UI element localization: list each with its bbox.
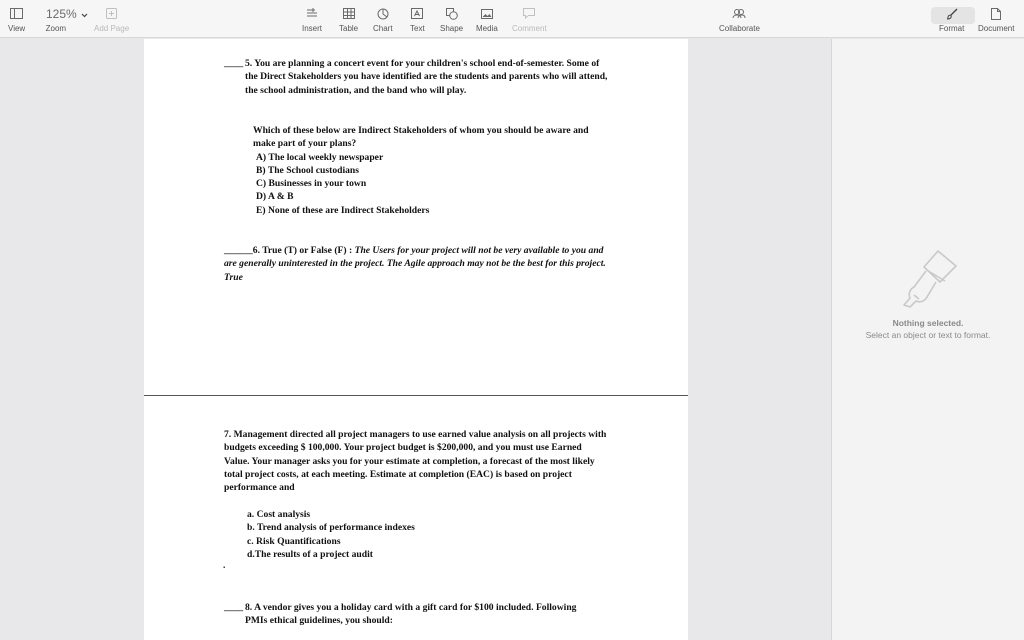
q5-option-c: C) Businesses in your town	[256, 178, 367, 189]
table-button[interactable]: Table	[339, 6, 358, 33]
paintbrush-icon	[946, 6, 958, 21]
format-sidebar	[831, 39, 1024, 640]
insert-button[interactable]: Insert	[302, 6, 322, 33]
stray-period: .	[223, 560, 226, 571]
q5-option-b: B) The School custodians	[256, 165, 359, 176]
comment-button[interactable]: Comment	[512, 6, 547, 33]
chevron-down-icon	[81, 7, 88, 21]
document-icon	[991, 6, 1001, 21]
q8-text: 8. A vendor gives you a holiday card with a gift card for $100 included. Following PMIs ethical guidelines, you should:	[245, 602, 577, 627]
sidebar-icon	[10, 6, 23, 21]
nothing-selected-hint: Select an object or text to format.	[865, 330, 991, 340]
paintbrush-illustration-icon	[900, 248, 960, 315]
media-icon	[481, 6, 493, 21]
shape-button[interactable]: Shape	[440, 6, 463, 33]
add-page-button[interactable]: Add Page	[94, 6, 129, 33]
q7-text: 7. Management directed all project managers to use earned value analysis on all projects with budgets exceeding $ 100,000. Your project budget is $200,000, and you must use Earned Value. Your manager asks you for your estimate at completion, a forecast of the most likely total project costs, at each meeting. Estimate at completion (EAC) is based on project performance and	[224, 429, 607, 494]
nothing-selected-title: Nothing selected.	[892, 318, 964, 328]
document-page-1[interactable]	[144, 39, 688, 396]
q7-option-c: c. Risk Quantifications	[247, 536, 341, 547]
text-button[interactable]: Text	[410, 6, 425, 33]
collaborate-icon	[732, 6, 746, 21]
q7-option-b: b. Trend analysis of performance indexes	[247, 522, 415, 533]
table-icon	[343, 6, 355, 21]
document-button[interactable]: Document	[978, 6, 1014, 33]
q5-option-e: E) None of these are Indirect Stakeholders	[256, 205, 430, 216]
zoom-control[interactable]: 125% Zoom	[46, 6, 88, 33]
q5-intro: 5. You are planning a concert event for your children's school end-of-semester. Some of the Direct Stakeholders you have identified are the students and parents who will attend, the school administration, and the band who will play.	[245, 58, 608, 96]
media-button[interactable]: Media	[476, 6, 498, 33]
q7-option-a: a. Cost analysis	[247, 509, 311, 520]
q5-option-d: D) A & B	[256, 191, 294, 202]
view-button[interactable]: View	[8, 6, 25, 33]
q5-answer-blank[interactable]: ____	[224, 58, 244, 69]
text-box-icon	[411, 6, 423, 21]
insert-icon	[306, 6, 318, 21]
chart-icon	[377, 6, 389, 21]
comment-icon	[523, 6, 535, 21]
document-canvas[interactable]	[0, 39, 831, 640]
toolbar	[0, 0, 1024, 38]
q6-answer: True	[224, 271, 243, 283]
chart-button[interactable]: Chart	[373, 6, 393, 33]
q6-prefix: ______6. True (T) or False (F) :	[224, 245, 353, 256]
shape-icon	[446, 6, 458, 21]
q7-option-d: d.The results of a project audit	[247, 549, 373, 560]
q5-option-a: A) The local weekly newspaper	[256, 152, 384, 163]
q5-question: Which of these below are Indirect Stakeholders of whom you should be aware and make part of your plans?	[253, 125, 589, 150]
add-page-icon	[106, 6, 117, 21]
q6-block	[224, 244, 609, 284]
collaborate-button[interactable]: Collaborate	[719, 6, 760, 33]
document-page-2[interactable]	[144, 396, 688, 640]
q6-statement: The Users for your project will not be very available to you and are generally uninterested in the project. The Agile approach may not be the best for this project.	[224, 245, 606, 270]
q8-answer-blank[interactable]: ____	[224, 602, 244, 613]
format-button[interactable]: Format	[939, 6, 964, 33]
zoom-value: 125%	[46, 6, 77, 21]
